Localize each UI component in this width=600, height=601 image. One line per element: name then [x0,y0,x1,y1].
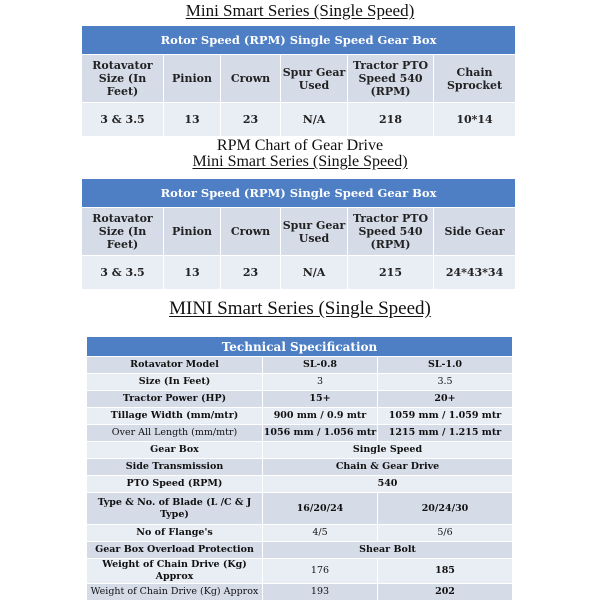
technical-specification-table [86,336,513,601]
spec-value: 5/6 [378,525,513,542]
table-cell: 13 [164,103,221,137]
column-header: Spur Gear Used [281,55,348,103]
spec-value: 193 [263,584,378,601]
table-cell: 23 [221,103,281,137]
spec-value: Shear Bolt [263,542,513,559]
spec-value: 20/24/30 [378,493,513,525]
spec-value: 202 [378,584,513,601]
spec-label: Size (In Feet) [87,374,263,391]
table-cell: 218 [348,103,434,137]
column-header: Rotavator Size (In Feet) [82,55,164,103]
table-cell: 3 & 3.5 [82,103,164,137]
title-mini-smart-series-2: Mini Smart Series (Single Speed) [192,153,408,170]
spec-label: Type & No. of Blade (L /C & J Type) [87,493,263,525]
spec-value: SL-1.0 [378,357,513,374]
spec-value: Chain & Gear Drive [263,459,513,476]
spec-label: Side Transmission [87,459,263,476]
column-header: Chain Sprocket [434,55,516,103]
spec-value: 1059 mm / 1.059 mtr [378,408,513,425]
table-cell: 24*43*34 [434,256,516,290]
column-header: Rotavator Size (In Feet) [82,208,164,256]
title-rpm-chart: RPM Chart of Gear Drive [216,137,384,154]
spec-label: Rotavator Model [87,357,263,374]
spec-value: SL-0.8 [263,357,378,374]
spec-label: Tractor Power (HP) [87,391,263,408]
spec-value: Single Speed [263,442,513,459]
column-header: Tractor PTO Speed 540 (RPM) [348,208,434,256]
spec-value: 900 mm / 0.9 mtr [263,408,378,425]
spec-label: Gear Box Overload Protection [87,542,263,559]
column-header: Crown [221,55,281,103]
spec-value: 185 [378,559,513,584]
table-cell: 3 & 3.5 [82,256,164,290]
spec-value: 15+ [263,391,378,408]
spec-label: Gear Box [87,442,263,459]
column-header: Spur Gear Used [281,208,348,256]
spec-value: 176 [263,559,378,584]
table-cell: N/A [281,103,348,137]
spec-value: 20+ [378,391,513,408]
title-mini-smart-series-3: MINI Smart Series (Single Speed) [169,298,431,319]
spec-value: 16/20/24 [263,493,378,525]
table-header: Rotor Speed (RPM) Single Speed Gear Box [82,179,516,208]
table-cell: 23 [221,256,281,290]
table-cell: 13 [164,256,221,290]
spec-value: 4/5 [263,525,378,542]
column-header: Side Gear [434,208,516,256]
spec-label: PTO Speed (RPM) [87,476,263,493]
spec-value: 3.5 [378,374,513,391]
spec-value: 540 [263,476,513,493]
table-cell: 10*14 [434,103,516,137]
table-header: Rotor Speed (RPM) Single Speed Gear Box [82,26,516,55]
title-mini-smart-series: Mini Smart Series (Single Speed) [185,1,415,20]
column-header: Pinion [164,208,221,256]
spec-label: Over All Length (mm/mtr) [87,425,263,442]
spec-header: Technical Specification [87,337,513,357]
spec-value: 3 [263,374,378,391]
spec-label: Weight of Chain Drive (Kg) Approx [87,584,263,601]
spec-label: Weight of Chain Drive (Kg) Approx [87,559,263,584]
spec-value: 1056 mm / 1.056 mtr [263,425,378,442]
rpm-table-chain-sprocket [81,25,516,137]
spec-value: 1215 mm / 1.215 mtr [378,425,513,442]
column-header: Pinion [164,55,221,103]
table-cell: 215 [348,256,434,290]
column-header: Tractor PTO Speed 540 (RPM) [348,55,434,103]
table-cell: N/A [281,256,348,290]
spec-label: No of Flange's [87,525,263,542]
column-header: Crown [221,208,281,256]
rpm-table-side-gear [81,178,516,290]
spec-label: Tillage Width (mm/mtr) [87,408,263,425]
